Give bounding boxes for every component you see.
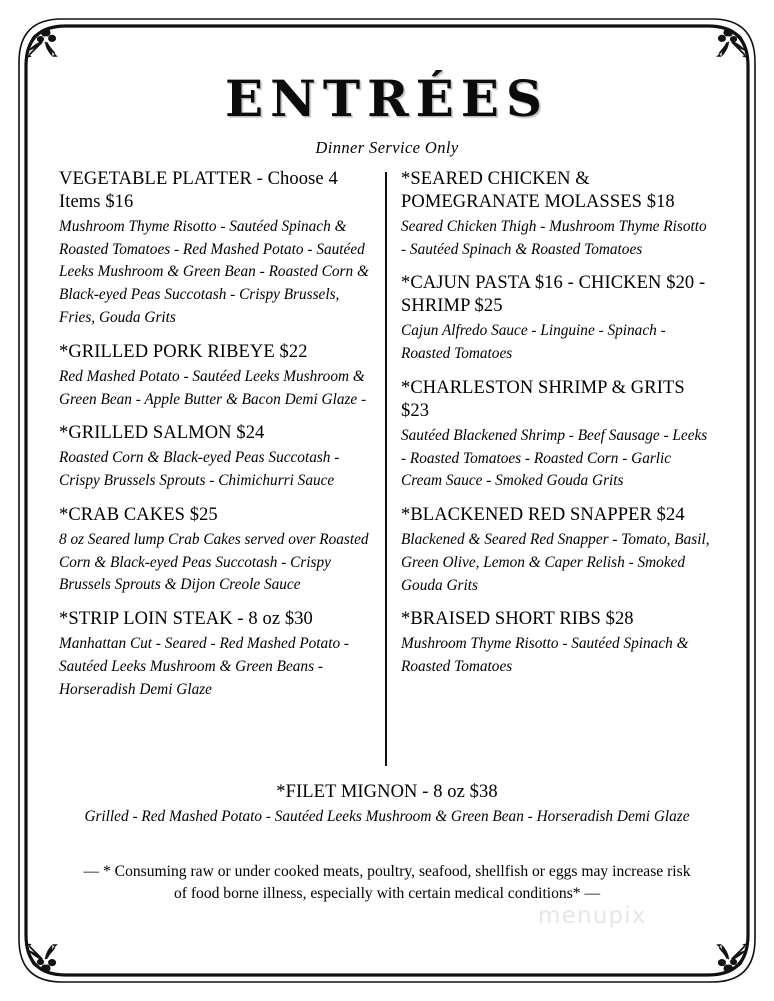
menu-item-name: VEGETABLE PLATTER - Choose 4 Items $16 bbox=[59, 169, 338, 212]
menu-item-description: Mushroom Thyme Risotto - Sautéed Spinach & Roasted Tomatoes bbox=[401, 635, 689, 676]
health-disclaimer: — * Consuming raw or under cooked meats, poultry, seafood, shellfish or eggs may increase risk of food borne illness, especially with certain medical conditions* — bbox=[83, 863, 691, 903]
menu-item bbox=[401, 504, 711, 597]
menu-item bbox=[59, 504, 369, 597]
menu-item-description: Blackened & Seared Red Snapper - Tomato, Basil, Green Olive, Lemon & Caper Relish - Smoked Gouda Grits bbox=[401, 531, 710, 594]
menu-item-description: Seared Chicken Thigh - Mushroom Thyme Risotto - Sautéed Spinach & Roasted Tomatoes bbox=[401, 217, 707, 258]
menu-item-name: *SEARED CHICKEN & POMEGRANATE MOLASSES $18 bbox=[401, 169, 675, 212]
menu-item bbox=[59, 608, 369, 701]
featured-menu-item bbox=[60, 782, 714, 829]
menu-item-name: *STRIP LOIN STEAK - 8 oz $30 bbox=[59, 609, 313, 630]
featured-item-name: *FILET MIGNON - 8 oz $38 bbox=[276, 782, 498, 802]
column-divider bbox=[385, 172, 387, 766]
menu-columns bbox=[0, 168, 774, 768]
menu-item bbox=[401, 168, 711, 261]
menu-item-description: Mushroom Thyme Risotto - Sautéed Spinach & Roasted Tomatoes - Red Mashed Potato - Sautéed Leeks Mushroom & Green Bean - Roasted Corn & Black-eyed Peas Succotash - Crispy Brussels, Fries, Gouda Grits bbox=[59, 217, 369, 326]
menu-item bbox=[401, 272, 711, 365]
menu-item-name: *GRILLED SALMON $24 bbox=[59, 423, 265, 444]
menu-item bbox=[59, 168, 369, 330]
menu-header bbox=[0, 69, 774, 158]
menu-item-description: 8 oz Seared lump Crab Cakes served over Roasted Corn & Black-eyed Peas Succotash - Crispy Brussels Sprouts & Dijon Creole Sauce bbox=[59, 530, 369, 594]
menu-item-description: Sautéed Blackened Shrimp - Beef Sausage - Leeks - Roasted Tomatoes - Roasted Corn - Garlic Cream Sauce - Smoked Gouda Grits bbox=[401, 426, 708, 490]
menu-column-left bbox=[59, 168, 369, 701]
menu-item-description: Roasted Corn & Black-eyed Peas Succotash - Crispy Brussels Sprouts - Chimichurri Sauce bbox=[59, 449, 340, 489]
menu-item-name: *BLACKENED RED SNAPPER $24 bbox=[401, 505, 685, 526]
menu-item bbox=[59, 422, 369, 493]
menu-item-name: *GRILLED PORK RIBEYE $22 bbox=[59, 341, 308, 362]
menu-item bbox=[401, 608, 711, 679]
menu-item-description: Manhattan Cut - Seared - Red Mashed Potato - Sautéed Leeks Mushroom & Green Beans - Horseradish Demi Glaze bbox=[59, 635, 350, 698]
menu-item bbox=[59, 341, 369, 412]
menu-item-name: *CHARLESTON SHRIMP & GRITS $23 bbox=[401, 377, 685, 421]
menupix-watermark: menupix bbox=[538, 903, 647, 929]
menu-column-right bbox=[401, 168, 711, 679]
menu-item-name: *CAJUN PASTA $16 - CHICKEN $20 - SHRIMP $25 bbox=[401, 273, 706, 317]
featured-item-description: Grilled - Red Mashed Potato - Sautéed Leeks Mushroom & Green Bean - Horseradish Demi Glaze bbox=[84, 808, 690, 825]
menu-item-description: Cajun Alfredo Sauce - Linguine - Spinach - Roasted Tomatoes bbox=[401, 322, 666, 363]
menu-item bbox=[401, 377, 711, 493]
menu-item-name: *CRAB CAKES $25 bbox=[59, 504, 218, 525]
menu-item-description: Red Mashed Potato - Sautéed Leeks Mushroom & Green Bean - Apple Butter & Bacon Demi Glaze - bbox=[59, 367, 367, 408]
menu-item-name: *BRAISED SHORT RIBS $28 bbox=[401, 609, 634, 630]
menu-subtitle: Dinner Service Only bbox=[315, 138, 459, 157]
page-title: ENTRÉES bbox=[225, 69, 549, 128]
